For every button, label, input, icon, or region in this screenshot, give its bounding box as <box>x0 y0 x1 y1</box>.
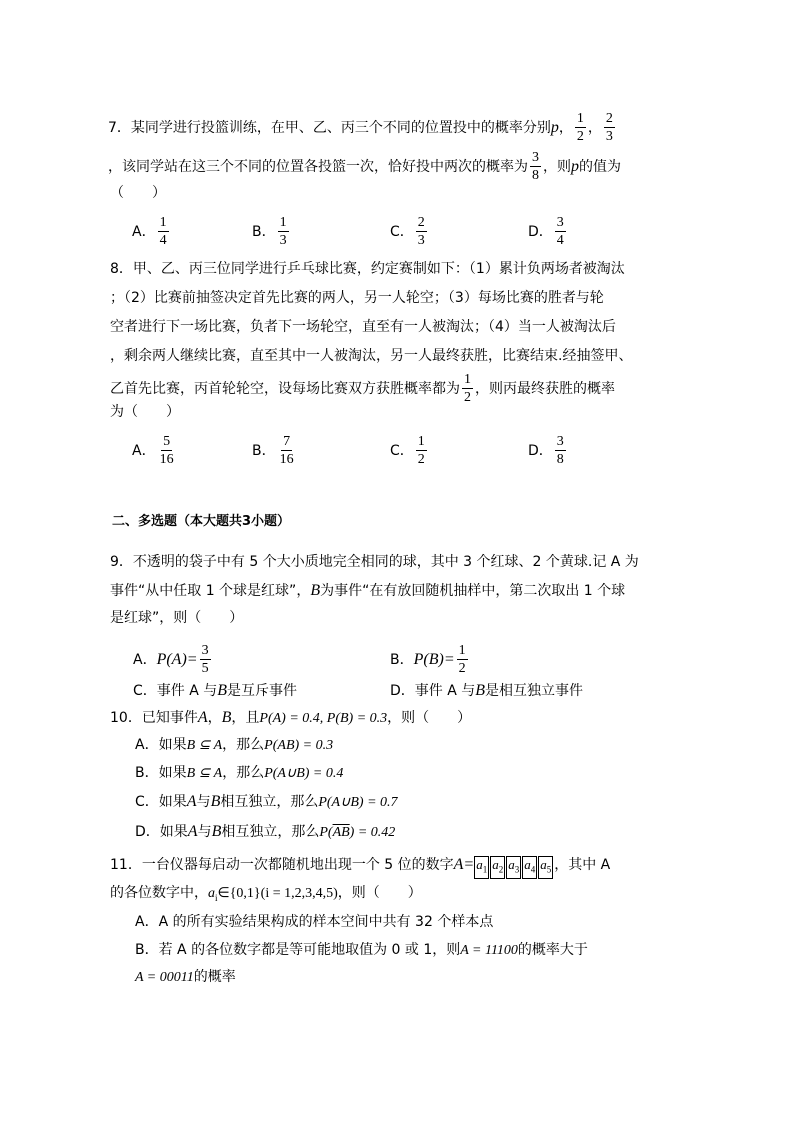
q8-option-d: D． $\frac{3}{8}$ <box>528 434 564 468</box>
q10-option-c: C．如果A与B相互独立，那么P(A∪B) = 0.7 <box>135 793 398 810</box>
q8-line1: 8．甲、乙、丙三位同学进行乒乓球比赛，约定赛制如下：（1）累计负两场者被淘汰 <box>110 261 625 277</box>
q11-line1: 11．一台仪器每启动一次都随机地出现一个 5 位的数字$A= a_1$ $a_2$ $a_3$ $a_4$ $a_5$ ，其中 A <box>110 856 610 879</box>
q10-option-b: B．如果B ⊆ A，那么P(A∪B) = 0.4 <box>135 765 344 781</box>
q8-line3: 空者进行下一场比赛，负者下一场轮空，直至有一人被淘汰；（4）当一人被淘汰后 <box>110 319 616 335</box>
q8-option-c: C． $\frac{1}{2}$ <box>390 434 425 468</box>
q7-fraction-3: $\frac{3}{8}$ <box>532 150 539 184</box>
q9-line1: 9．不透明的袋子中有 5 个大小质地完全相同的球，其中 3 个红球、2 个黄球.记 A 为 <box>110 554 639 570</box>
q8-line4: ，剩余两人继续比赛，直至其中一人被淘汰，另一人最终获胜，比赛结束.经抽签甲、 <box>110 348 633 364</box>
q7-line1: 7．某同学进行投篮训练，在甲、乙、丙三个不同的位置投中的概率分别p， $\frac{1}{2}$ ， $\frac{2}{3}$ <box>108 111 613 145</box>
q9-option-b: B．P(B)= $\frac{1}{2}$ <box>390 643 466 677</box>
q9-line3: 是红球”，则（ ） <box>110 610 244 626</box>
q8-line6: 为（ ） <box>110 404 180 420</box>
digit-boxes: $a_1$ $a_2$ $a_3$ $a_4$ $a_5$ <box>474 857 554 873</box>
q8-line2: ；（2）比赛前抽签决定首先比赛的两人，另一人轮空；（3）每场比赛的胜者与轮 <box>110 290 604 306</box>
q7-option-c: C． $\frac{2}{3}$ <box>390 215 425 249</box>
q8-line5: 乙首先比赛，丙首轮轮空，设每场比赛双方获胜概率都为 $\frac{1}{2}$ ，则丙最终获胜的概率 <box>110 372 615 406</box>
q7-fraction-2: $\frac{2}{3}$ <box>605 111 613 145</box>
q11-option-b-cont: A = 00011的概率 <box>135 969 236 985</box>
q7-fraction-1: $\frac{1}{2}$ <box>576 111 584 145</box>
q9-line2: 事件“从中任取 1 个球是红球”，B为事件“在有放回随机抽样中，第二次取出 1 个球 <box>110 582 626 599</box>
q10-option-d: D．如果A与B相互独立，那么$P(\overline{AB}) = 0.42$ <box>135 823 396 840</box>
q11-option-b: B．若 A 的各位数字都是等可能地取值为 0 或 1，则A = 11100的概率大于 <box>135 942 588 958</box>
q9-option-a: A．P(A)= $\frac{3}{5}$ <box>133 643 209 677</box>
q7-option-a: A． $\frac{1}{4}$ <box>132 215 167 249</box>
q7-option-d: D． $\frac{3}{4}$ <box>528 215 564 249</box>
q7-option-b: B． $\frac{1}{3}$ <box>252 215 287 249</box>
q7-answer-paren: （ ） <box>110 185 166 201</box>
q10-option-a: A．如果B ⊆ A，那么P(AB) = 0.3 <box>135 737 334 753</box>
q11-option-a: A．A 的所有实验结果构成的样本空间中共有 32 个样本点 <box>135 914 494 930</box>
q9-option-d: D．事件 A 与B是相互独立事件 <box>390 682 584 699</box>
q8-option-a: A． $\frac{5}{16}$ <box>132 434 174 468</box>
q7-line2: ，该同学站在这三个不同的位置各投篮一次，恰好投中两次的概率为 $\frac{3}{8}$ ，则p的值为 <box>108 150 621 184</box>
q9-option-c: C．事件 A 与B是互斥事件 <box>133 682 298 699</box>
q10-line1: 10．已知事件A，B，且P(A) = 0.4, P(B) = 0.3，则（ ） <box>110 709 472 726</box>
section-title-multiple-choice: 二、多选题（本大题共3小题） <box>112 514 291 529</box>
q8-option-b: B． $\frac{7}{16}$ <box>252 434 294 468</box>
q8-fraction: $\frac{1}{2}$ <box>464 372 471 406</box>
q11-line2: 的各位数字中，$a_i\in\{0,1\}(i = 1,2,3,4,5)$，则（ ） <box>110 885 422 903</box>
